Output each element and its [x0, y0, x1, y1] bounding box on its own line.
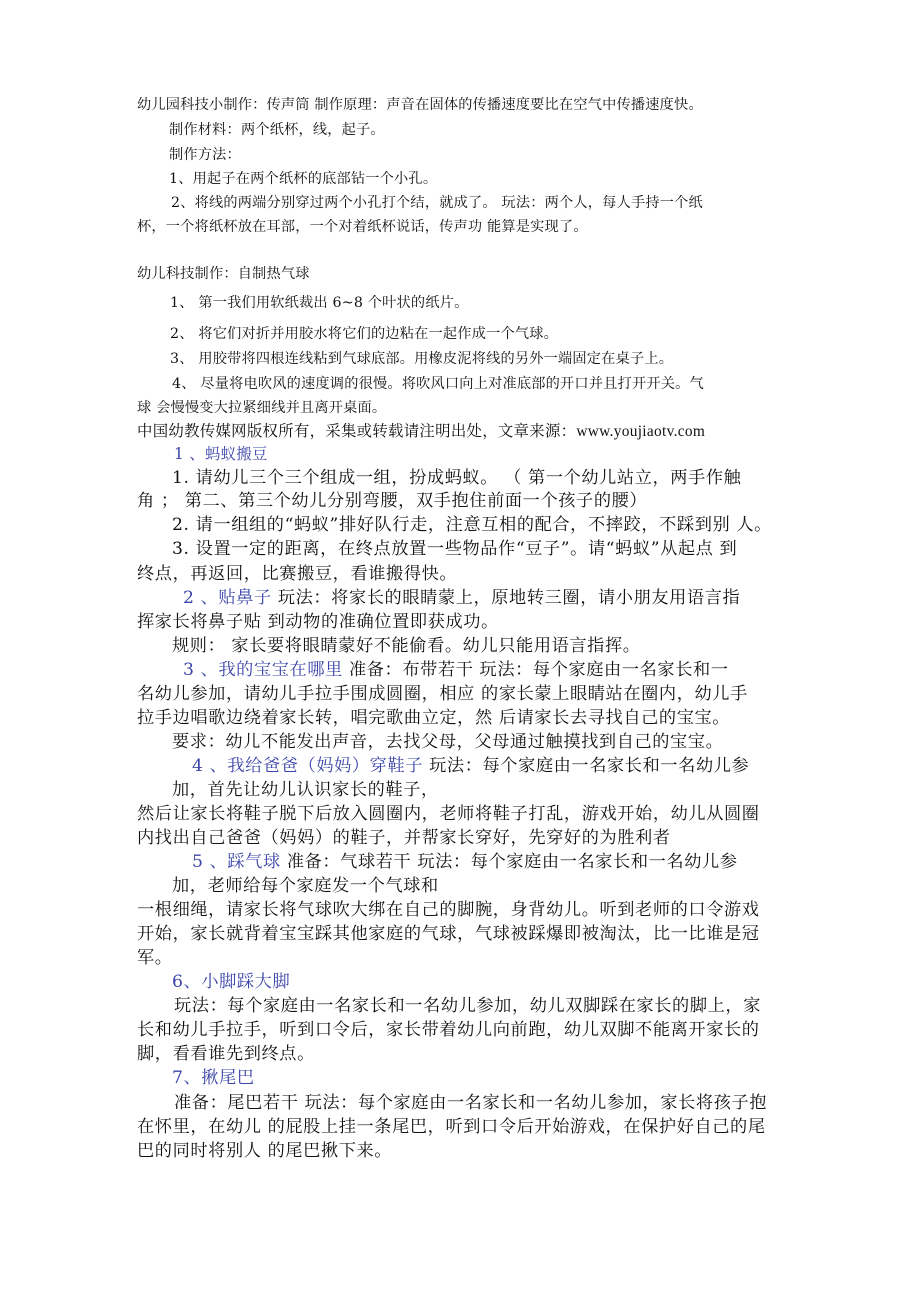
paragraph-intro-telephone: 幼儿园科技小制作：传声筒 制作原理：声音在固体的传播速度要比在空气中传播速度快。 — [137, 97, 703, 113]
game-6-line-1: 玩法：每个家庭由一名家长和一名幼儿参加，幼儿双脚踩在家长的脚上，家 — [174, 996, 761, 1016]
game-5-title: 5 、踩气球 — [192, 852, 281, 872]
paragraph-balloon-title: 幼儿科技制作：自制热气球 — [137, 266, 310, 282]
game-4-title: 4 、我给爸爸（妈妈）穿鞋子 — [192, 756, 424, 776]
game-7-line-2: 在怀里，在幼儿 的屁股上挂一条尾巴，听到口令后开始游戏，在保护好自己的尾 — [137, 1117, 766, 1137]
game-1-line-4: 3. 设置一定的距离，在终点放置一些物品作“豆子”。请“蚂蚁”从起点 到 — [172, 539, 738, 559]
game-1-line-2: 角 ； 第二、第三个幼儿分别弯腰，双手抱住前面一个孩子的腰） — [137, 491, 648, 511]
game-6-line-3: 脚，看看谁先到终点。 — [137, 1044, 315, 1064]
paragraph-materials: 制作材料：两个纸杯，线，起子。 — [169, 122, 385, 138]
paragraph-step-2: 2、将线的两端分别穿过两个小孔打个结，就成了。 玩法：两个人，每人手持一个纸 — [171, 195, 703, 211]
game-5-line-4: 开始，家长就背着宝宝踩其他家庭的气球，气球被踩爆即被淘汰，比一比谁是冠 — [137, 924, 760, 944]
game-1-line-5: 终点，再返回，比赛搬豆，看谁搬得快。 — [137, 564, 458, 584]
game-2-line-2: 挥家长将鼻子贴 到动物的准确位置即获成功。 — [137, 612, 499, 632]
paragraph-balloon-step-2: 2、 将它们对折并用胶水将它们的边粘在一起作成一个气球。 — [170, 326, 559, 342]
paragraph-balloon-step-3: 3、 用胶带将四根连线粘到气球底部。用橡皮泥将线的另外一端固定在桌子上。 — [170, 351, 674, 367]
game-5-line-5: 军。 — [137, 948, 173, 968]
game-3-line-1 — [183, 662, 729, 679]
game-6-title: 6、小脚踩大脚 — [172, 972, 291, 992]
game-1-title: 1 、蚂蚁搬豆 — [174, 445, 268, 463]
game-3-line-2: 名幼儿参加，请幼儿手拉手围成圆圈，相应 的家长蒙上眼睛站在圈内，幼儿手 — [137, 684, 748, 704]
paragraph-balloon-step-1: 1、 第一我们用软纸裁出 6~8 个叶状的纸片。 — [170, 295, 469, 311]
game-3-title: 3 、我的宝宝在哪里 — [183, 660, 343, 680]
game-5-line-3: 一根细绳，请家长将气球吹大绑在自己的脚腕，身背幼儿。听到老师的口令游戏 — [137, 900, 760, 920]
game-4-rules: 玩法：每个家庭由一名家长和一名幼儿参 — [423, 756, 750, 776]
paragraph-method-label: 制作方法： — [169, 147, 241, 163]
game-4-line-2: 加，首先让幼儿认识家长的鞋子， — [172, 780, 439, 800]
game-1-line-1: 1. 请幼儿三个三个组成一组，扮成蚂蚁。 （ 第一个幼儿站立，两手作触 — [172, 468, 742, 488]
game-7-title: 7、揪尾巴 — [172, 1068, 255, 1088]
game-4-line-1 — [192, 758, 749, 775]
paragraph-balloon-step-4: 4、 尽量将电吹风的速度调的很慢。将吹风口向上对准底部的开口并且打开开关。气 — [172, 376, 704, 392]
game-5-line-2: 加，老师给每个家庭发一个气球和 — [172, 876, 439, 896]
game-5-line-1 — [192, 854, 738, 871]
game-4-line-3: 然后让家长将鞋子脱下后放入圆圈内，老师将鞋子打乱，游戏开始，幼儿从圆圈 — [137, 804, 760, 824]
game-5-rules: 准备：气球若干 玩法：每个家庭由一名家长和一名幼儿参 — [280, 852, 738, 872]
paragraph-balloon-step-4-cont: 球 会慢慢变大拉紧细线并且离开桌面。 — [137, 400, 387, 416]
game-7-line-3: 巴的同时将别人 的尾巴揪下来。 — [137, 1141, 393, 1161]
game-2-line-3: 规则： 家长要将眼睛蒙好不能偷看。幼儿只能用语言指挥。 — [172, 636, 641, 656]
game-3-rules: 准备：布带若干 玩法：每个家庭由一名家长和一 — [342, 660, 729, 680]
paragraph-copyright: 中国幼教传媒网版权所有，采集或转载请注明出处，文章来源：www.youjiaotv.com — [137, 423, 706, 440]
game-6-line-2: 长和幼儿手拉手，听到口令后，家长带着幼儿向前跑，幼儿双脚不能离开家长的 — [137, 1020, 760, 1040]
game-7-line-1: 准备：尾巴若干 玩法：每个家庭由一名家长和一名幼儿参加，家长将孩子抱 — [174, 1093, 768, 1113]
game-3-line-4: 要求：幼儿不能发出声音，去找父母，父母通过触摸找到自己的宝宝。 — [172, 732, 724, 752]
paragraph-step-1: 1、用起子在两个纸杯的底部钻一个小孔。 — [169, 171, 438, 187]
game-1-line-3: 2. 请一组组的“蚂蚁”排好队行走，注意互相的配合，不摔跤，不踩到别 人。 — [172, 515, 772, 535]
game-2-rules: 玩法：将家长的眼睛蒙上，原地转三圈，请小朋友用语言指 — [271, 588, 741, 608]
paragraph-step-2-cont: 杯，一个将纸杯放在耳部，一个对着纸杯说话，传声功 能算是实现了。 — [137, 219, 588, 235]
game-4-line-4: 内找出自己爸爸（妈妈）的鞋子，并帮家长穿好，先穿好的为胜利者 — [137, 828, 671, 848]
game-3-line-3: 拉手边唱歌边绕着家长转，唱完歌曲立定，然 后请家长去寻找自己的宝宝。 — [137, 708, 731, 728]
game-2-title: 2 、贴鼻子 — [183, 588, 272, 608]
game-2-line-1 — [183, 590, 740, 607]
